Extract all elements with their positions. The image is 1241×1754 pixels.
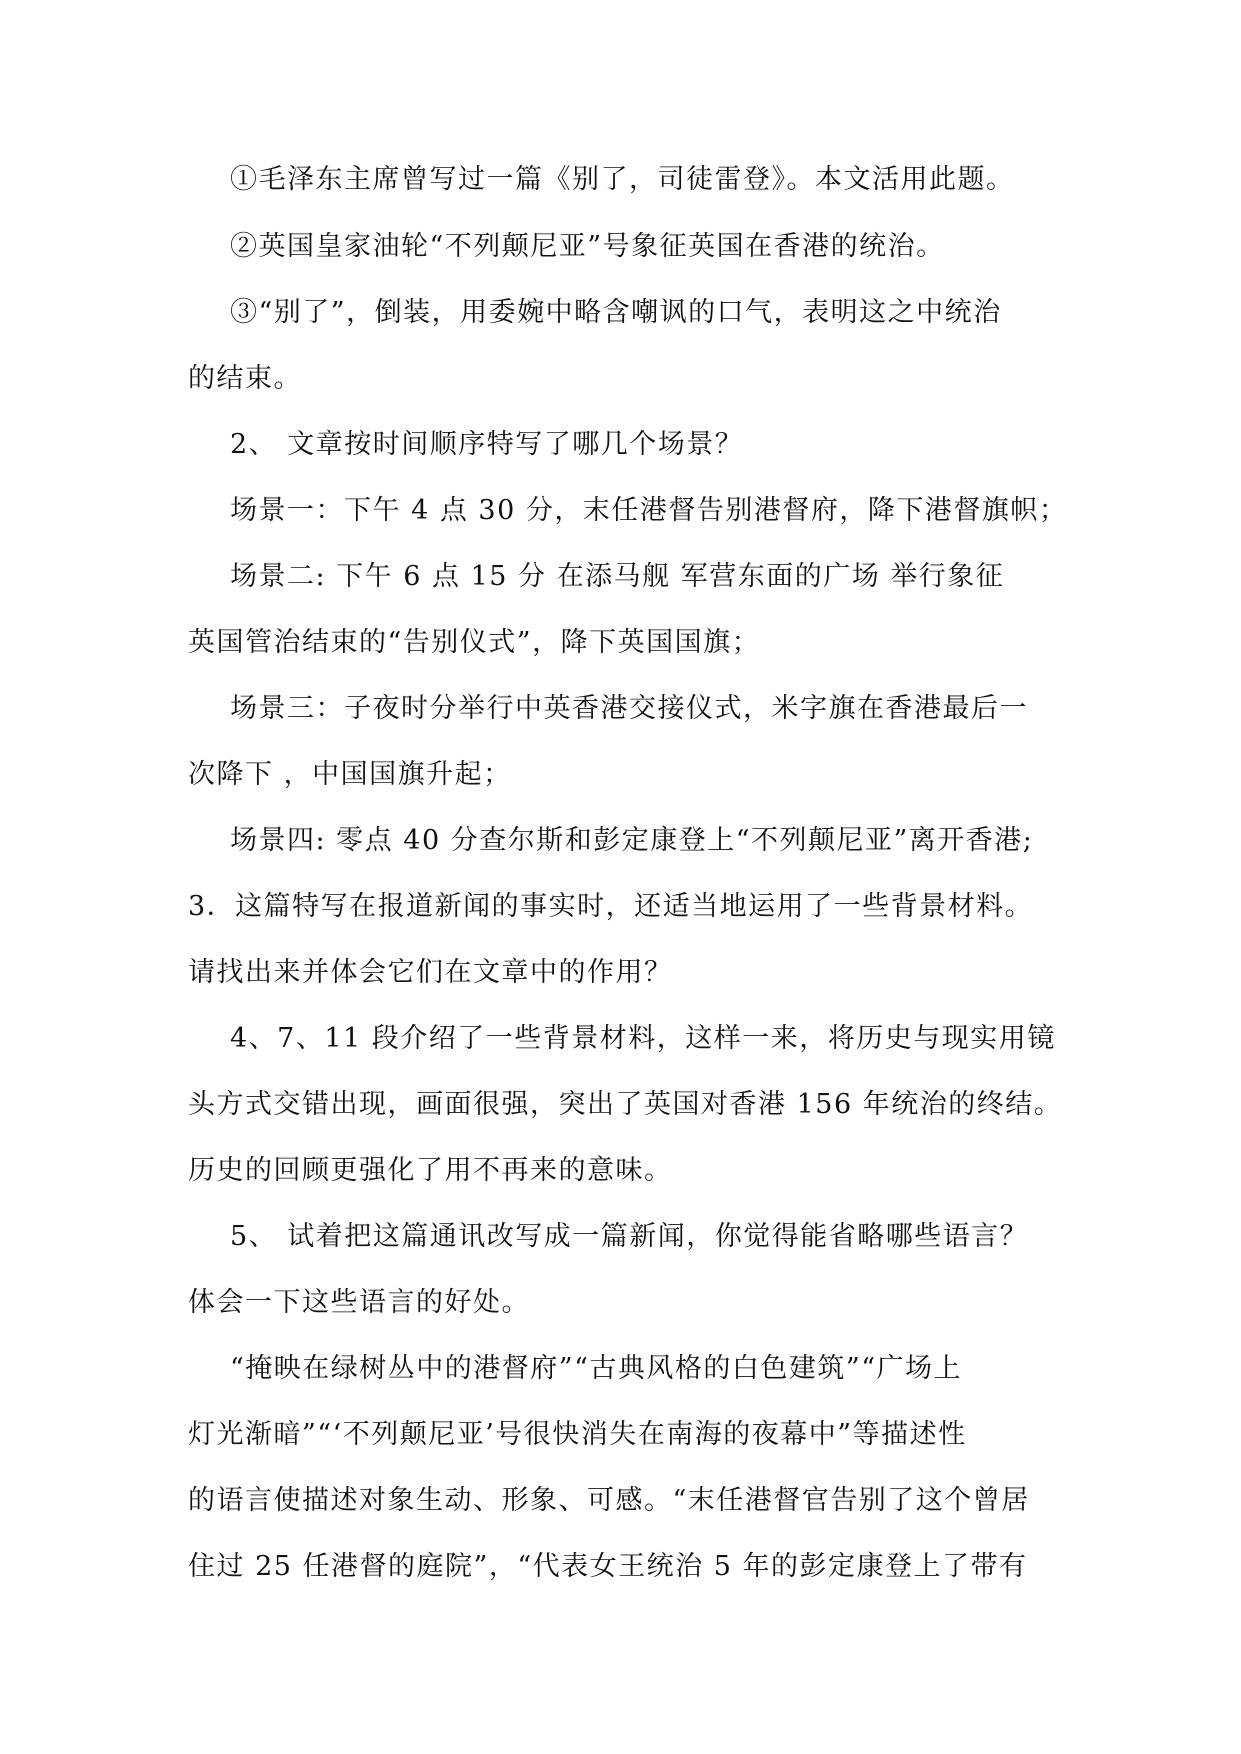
text-line: 住过 25 任港督的庭院”，“代表女王统治 5 年的彭定康登上了带有	[188, 1551, 1028, 1582]
text-line: 4、7、11 段介绍了一些背景材料，这样一来，将历史与现实用镜	[230, 1023, 1056, 1054]
text-line: 场景一：下午 4 点 30 分，末任港督告别港督府，降下港督旗帜；	[230, 495, 1068, 526]
text-line: ③“别了”，倒装，用委婉中略含嘲讽的口气，表明这之中统治	[230, 297, 1002, 328]
text-line: ①毛泽东主席曾写过一篇《别了，司徒雷登》。本文活用此题。	[230, 164, 1015, 195]
text-line: 体会一下这些语言的好处。	[188, 1287, 530, 1318]
text-line: 灯光渐暗”“‘不列颠尼亚’号很快消失在南海的夜幕中”等描述性	[188, 1419, 967, 1450]
text-line: ②英国皇家油轮“不列颠尼亚”号象征英国在香港的统治。	[230, 231, 945, 262]
question-heading: 2、 文章按时间顺序特写了哪几个场景？	[230, 429, 744, 460]
text-line: 场景二: 下午 6 点 15 分 在添马舰 军营东面的广场 举行象征	[230, 561, 1005, 592]
text-line: 场景四: 零点 40 分查尔斯和彭定康登上“不列颠尼亚”离开香港;	[230, 825, 1034, 856]
text-line: 英国管治结束的“告别仪式”，降下英国国旗；	[188, 627, 761, 658]
text-line: 次降下 ，中国国旗升起；	[188, 759, 512, 790]
text-line: 的语言使描述对象生动、形象、可感。“末任港督官告别了这个曾居	[188, 1485, 1030, 1516]
text-line: 的结束。	[188, 363, 302, 394]
question-heading: 3．这篇特写在报道新闻的事实时，还适当地运用了一些背景材料。	[188, 891, 1034, 922]
text-line: 历史的回顾更强化了用不再来的意味。	[188, 1155, 673, 1186]
text-line: 头方式交错出现，画面很强，突出了英国对香港 156 年统治的终结。	[188, 1089, 1063, 1120]
text-line: 请找出来并体会它们在文章中的作用？	[188, 957, 673, 988]
text-line: 场景三：子夜时分举行中英香港交接仪式，米字旗在香港最后一	[230, 693, 1028, 724]
text-line: “掩映在绿树丛中的港督府”“古典风格的白色建筑”“广场上	[230, 1353, 963, 1384]
question-heading: 5、 试着把这篇通讯改写成一篇新闻，你觉得能省略哪些语言？	[230, 1221, 1029, 1252]
